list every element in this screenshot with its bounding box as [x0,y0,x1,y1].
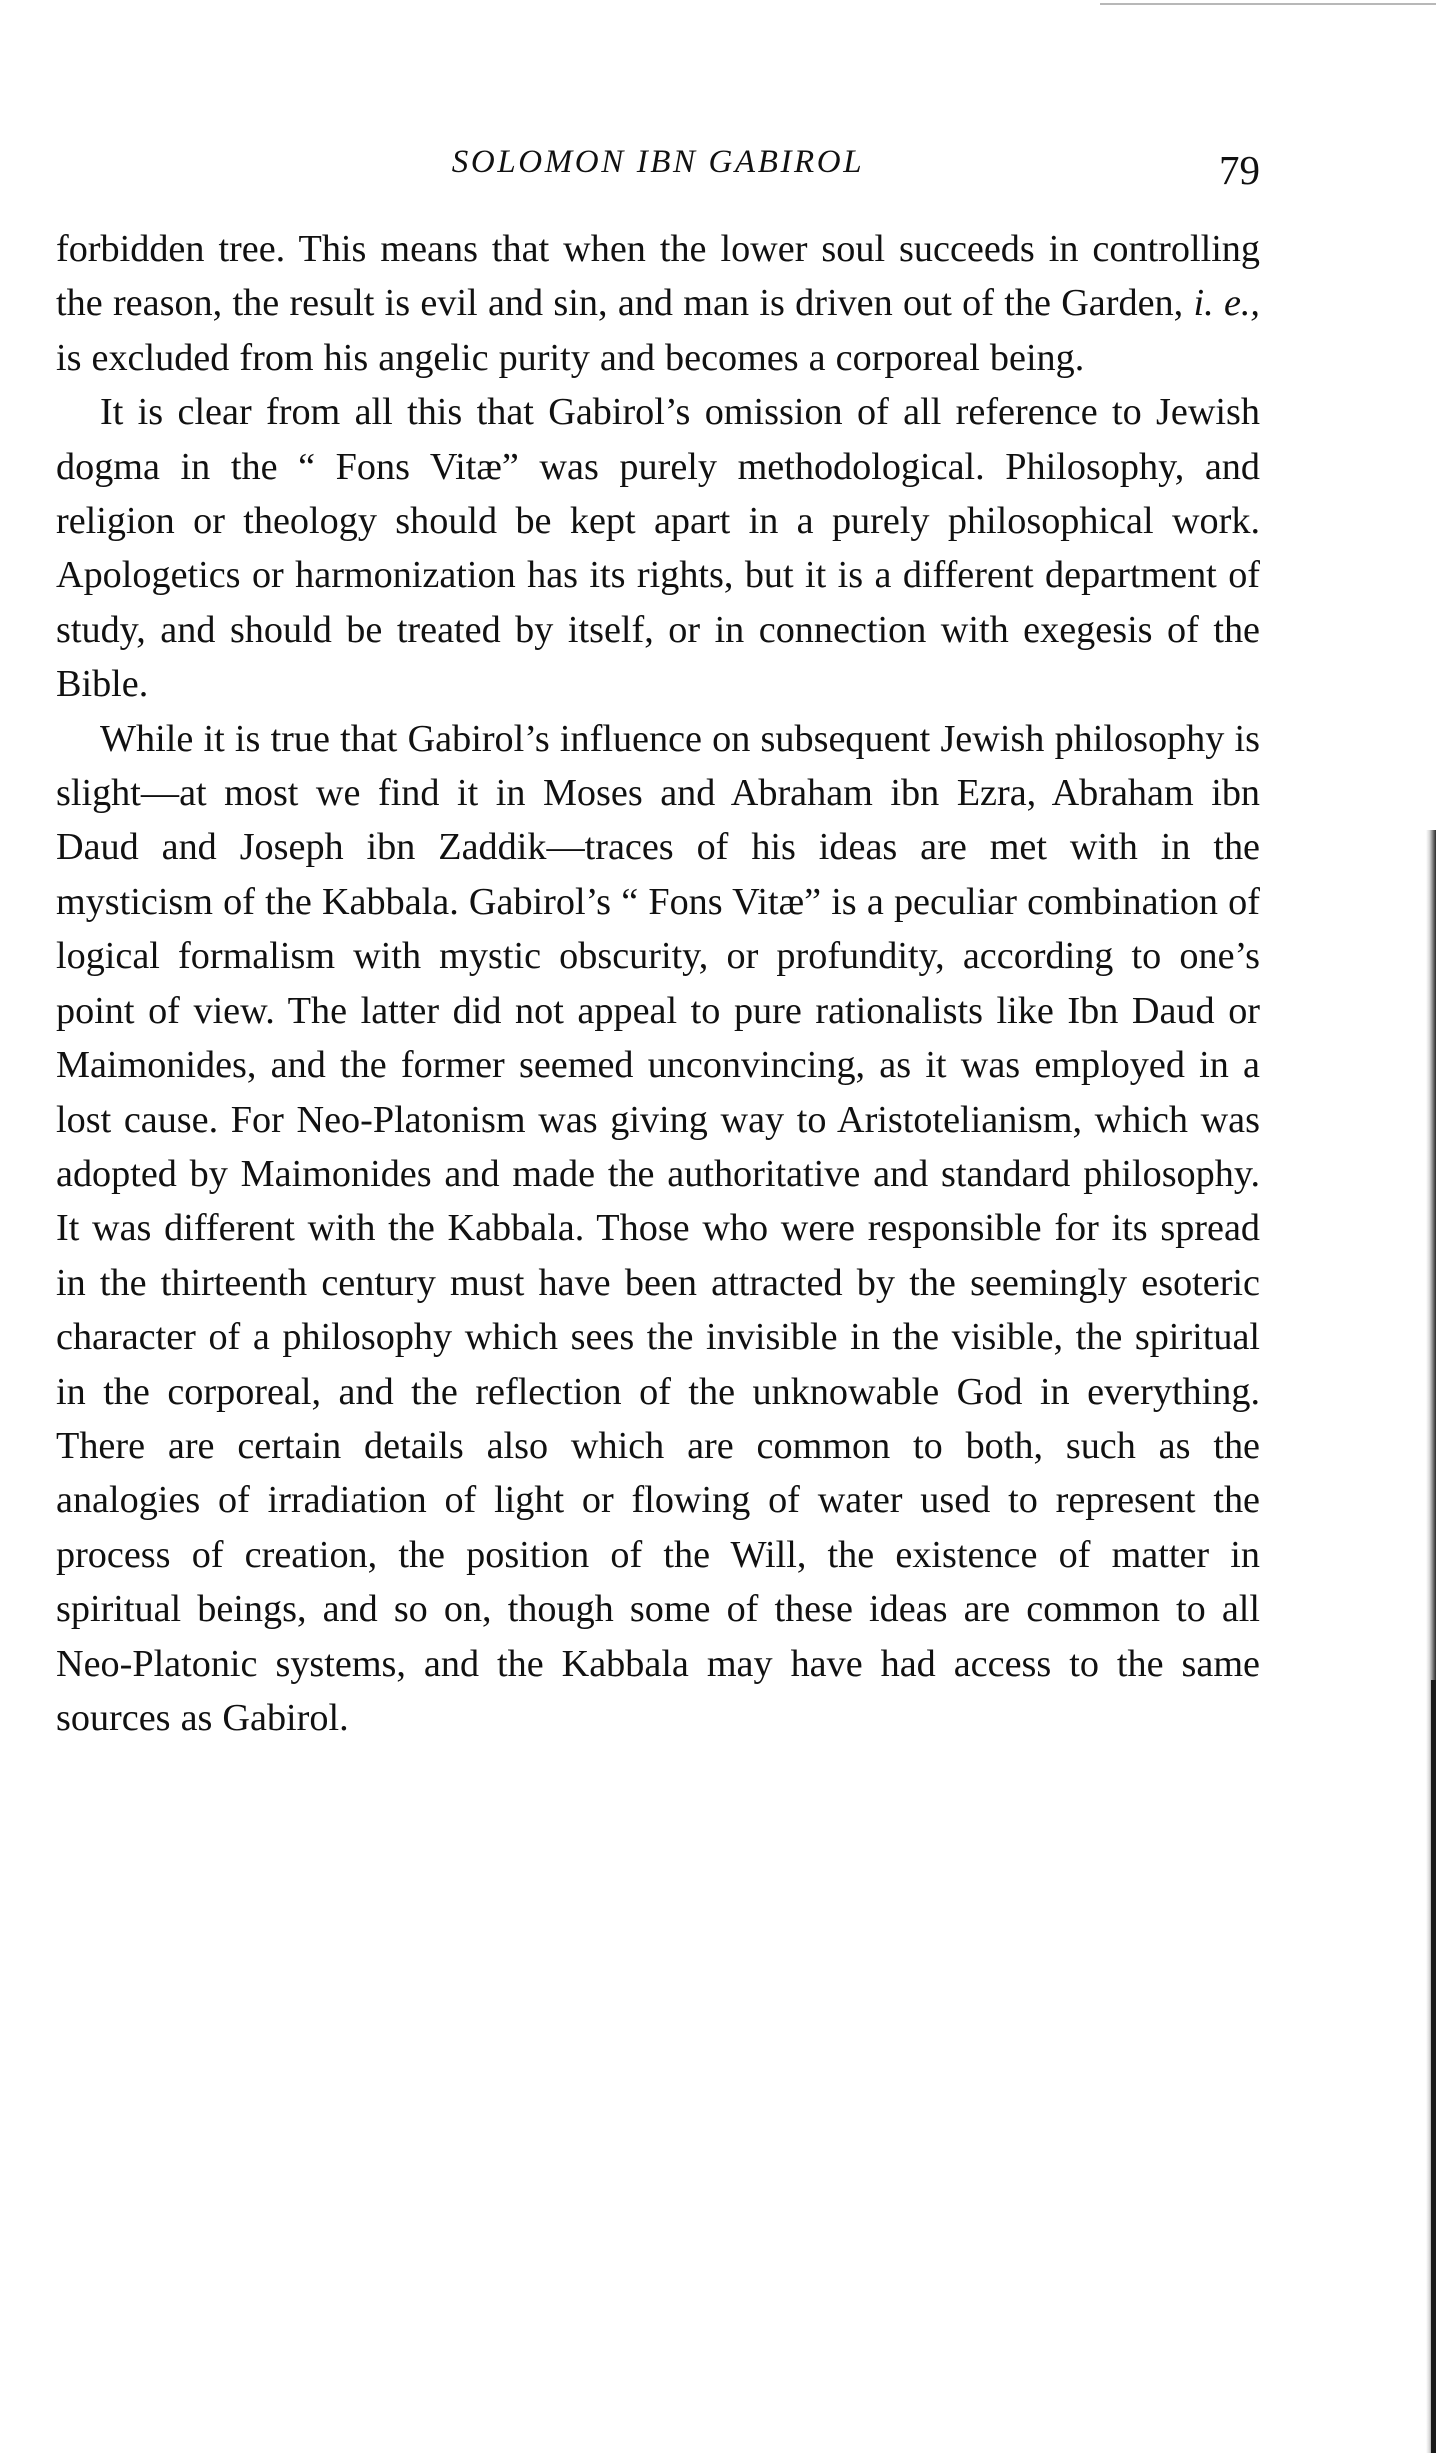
page-number: 79 [1219,147,1260,193]
body-text [56,222,1260,1745]
paragraph-1-text-a: forbidden tree. This means that when the lower soul succeeds in controlling the reason, the result is evil and sin, and man is driven out of the Garden, [56,228,1260,325]
paragraph-2: It is clear from all this that Gabirol’s omission of all reference to Jewish dogma in the “ Fons Vitæ” was purely methodological. Philosophy, and religion or theology should be kept apart in a purely philosophical work. Apologetics or harmonization has its rights, but it is a different department of study, and should be treated by itself, or in connection with exegesis of the Bible. [56,391,1260,706]
paragraph-1-italic: i. e., [1193,282,1260,325]
running-head [56,140,1260,193]
paragraph-3: While it is true that Gabirol’s influence on subsequent Jewish philosophy is slight—at most we find it in Moses and Abraham ibn Ezra, Abraham ibn Daud and Joseph ibn Zaddik—traces of his ideas are met with in the mysticism of the Kabbala. Gabirol’s “ Fons Vitæ” is a peculiar combination of logical formalism with mystic obscurity, or profundity, according to one’s point of view. The latter did not appeal to pure rationalists like Ibn Daud or Maimonides, and the former seemed unconvincing, as it was employed in a lost cause. For Neo-Platonism was giving way to Aristotelianism, which was adopted by Maimonides and made the authoritative and standard philosophy. It was different with the Kabbala. Those who were responsible for its spread in the thirteenth century must have been attracted by the seemingly esoteric character of a philosophy which sees the invisible in the visible, the spiritual in the corporeal, and the reflection of the unknowable God in everything. There are certain details also which are common to both, such as the analogies of irradiation of light or flowing of water used to represent the process of creation, the position of the Will, the existence of matter in spiritual beings, and so on, though some of these ideas are common to all Neo-Platonic systems, and the Kabbala may have had access to the same sources as Gabirol. [56,717,1260,1739]
paragraph-1-text-b: is excluded from his angelic purity and becomes a corporeal being. [56,336,1085,379]
paragraph-1 [56,222,1260,385]
scan-edge-rule [1100,3,1436,5]
binding-dark-edge [1431,1680,1436,2453]
running-title: SOLOMON IBN GABIROL [451,144,865,180]
